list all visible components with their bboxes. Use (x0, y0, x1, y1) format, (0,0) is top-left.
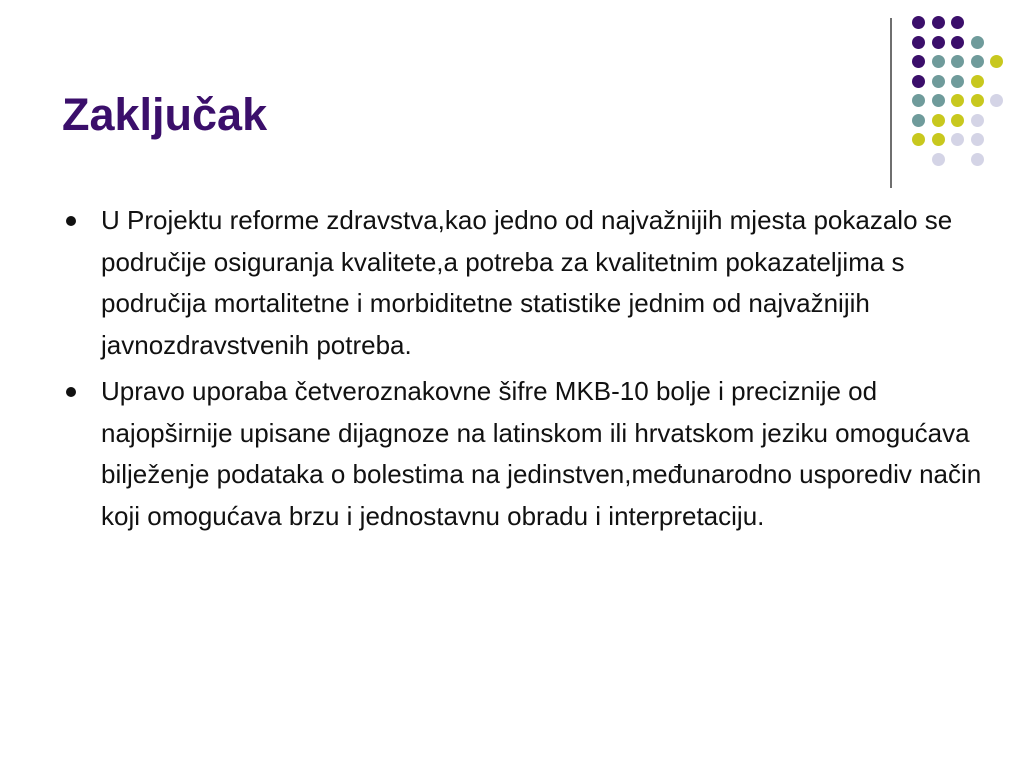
bullet-text: U Projektu reforme zdravstva,kao jedno od najvažnijih mjesta pokazalo se područije osiguranja kvalitete,a potreba za kvalitetnim pokazateljima s područija mortalitetne i morbiditetne statistike jednim od najvažnijih javnozdravstvenih potreba. (101, 205, 953, 360)
decorative-dot-icon (932, 133, 945, 146)
bullet-text: Upravo uporaba četveroznakovne šifre MKB-10 bolje i preciznije od najopširnije upisane dijagnoze na latinskom ili hrvatskom jeziku omogućava bilježenje podataka o bolestima na jedinstven,međunarodno usporediv način koji omogućava brzu i jednostavnu obradu i interpretaciju. (101, 376, 982, 531)
decorative-dot-icon (932, 16, 945, 29)
decorative-dot-icon (912, 133, 925, 146)
decorative-dot-icon (912, 75, 925, 88)
decorative-dot-icon (932, 94, 945, 107)
decorative-dot-icon (990, 94, 1003, 107)
decorative-dot-icon (951, 94, 964, 107)
decorative-dot-icon (912, 55, 925, 68)
decorative-dot-icon (932, 55, 945, 68)
decorative-dot-icon (951, 55, 964, 68)
decorative-dot-icon (971, 36, 984, 49)
bullet-list (62, 200, 982, 542)
decorative-dot-icon (990, 55, 1003, 68)
vertical-divider (890, 18, 892, 188)
decorative-dot-icon (971, 94, 984, 107)
decorative-dot-icon (971, 114, 984, 127)
slide-title: Zaključak (62, 89, 268, 140)
bullet-dot-icon (66, 387, 76, 397)
decorative-dot-icon (912, 36, 925, 49)
decorative-dot-icon (912, 114, 925, 127)
decorative-dot-icon (971, 153, 984, 166)
bullet-item (62, 200, 982, 366)
decorative-dot-icon (951, 75, 964, 88)
bullet-dot-icon (66, 216, 76, 226)
decorative-dot-icon (951, 114, 964, 127)
decorative-dot-icon (971, 133, 984, 146)
decorative-dot-icon (951, 16, 964, 29)
decorative-dot-icon (932, 75, 945, 88)
decorative-dot-icon (951, 133, 964, 146)
decorative-dot-icon (932, 114, 945, 127)
decorative-dot-icon (912, 16, 925, 29)
decorative-dot-icon (971, 75, 984, 88)
decorative-dot-icon (912, 94, 925, 107)
decorative-dot-icon (932, 36, 945, 49)
decorative-dot-icon (951, 36, 964, 49)
decorative-dot-icon (971, 55, 984, 68)
bullet-item (62, 371, 982, 537)
decorative-dot-icon (932, 153, 945, 166)
